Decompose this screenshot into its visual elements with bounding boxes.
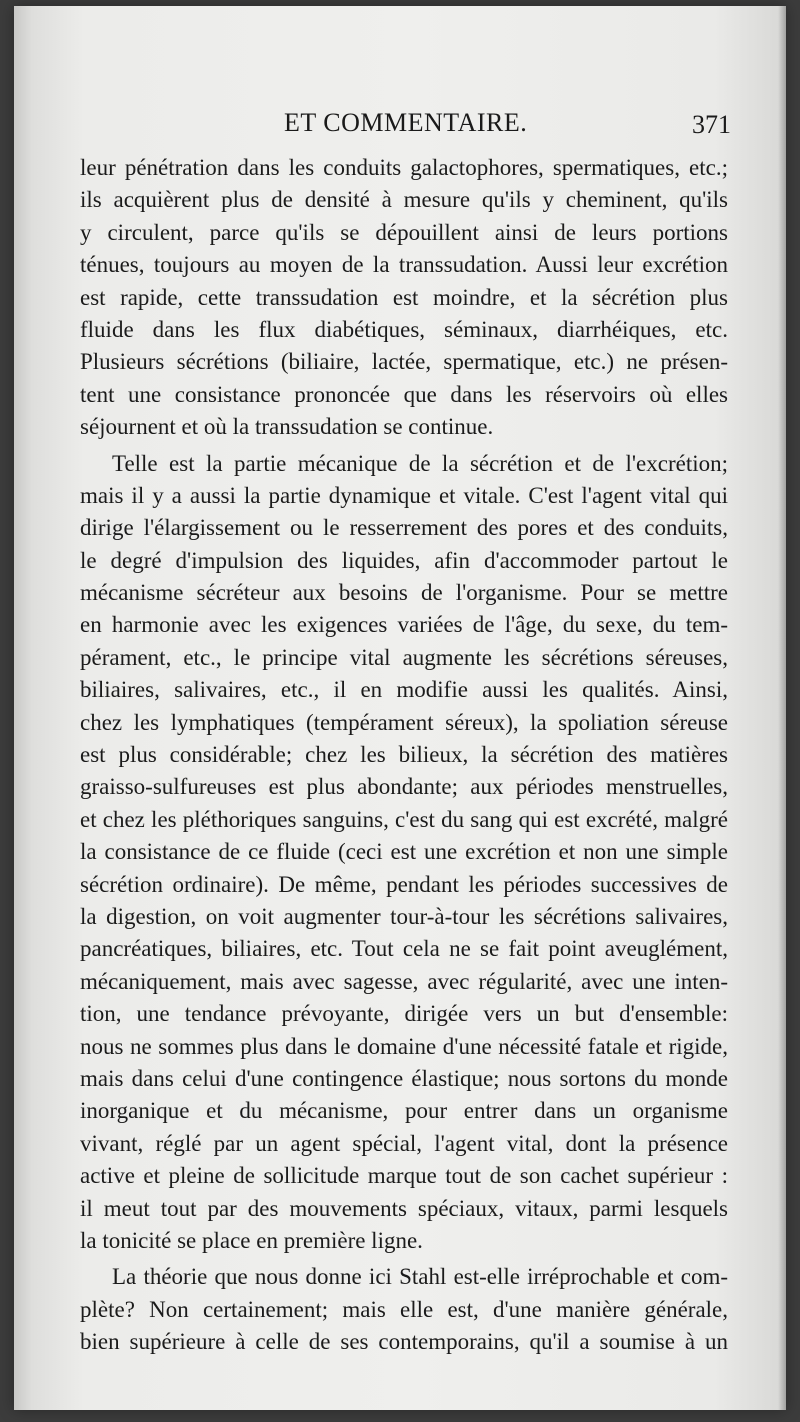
text-line: graisso-sulfureuses est plus abondante; aux périodes menstruelles, <box>80 774 728 800</box>
text-line: la consistance de ce fluide (ceci est une excrétion et non une simple <box>80 839 728 865</box>
text-line: Plusieurs sécrétions (biliaire, lactée, spermatique, etc.) ne présen- <box>80 349 728 375</box>
text-line: y circulent, parce qu'ils se dépouillent ainsi de leurs portions <box>80 219 728 245</box>
text-line: il meut tout par des mouvements spéciaux, vitaux, parmi lesquels <box>80 1195 728 1221</box>
text-line: mécanisme sécréteur aux besoins de l'organisme. Pour se mettre <box>80 580 728 606</box>
text-line: nous ne sommes plus dans le domaine d'une nécessité fatale et rigide, <box>80 1033 728 1059</box>
paragraph <box>80 1261 728 1358</box>
text-line: séjournent et où la transsudation se continue. <box>80 414 494 440</box>
book-page <box>14 6 786 1410</box>
text-line: est plus considérable; chez les bilieux, la sécrétion des matières <box>80 742 728 768</box>
text-line: en harmonie avec les exigences variées de l'âge, du sexe, du tem- <box>80 612 728 638</box>
text-line: pancréatiques, biliaires, etc. Tout cela ne se fait point aveuglément, <box>80 936 728 962</box>
text-line: tion, une tendance prévoyante, dirigée vers un but d'ensemble: <box>80 1001 728 1027</box>
text-line: pérament, etc., le principe vital augmente les sécrétions séreuses, <box>80 644 728 670</box>
text-line: mécaniquement, mais avec sagesse, avec régularité, avec une inten- <box>80 968 728 994</box>
page-number: 371 <box>692 110 731 139</box>
text-line: active et pleine de sollicitude marque tout de son cachet supérieur : <box>80 1163 728 1189</box>
text-line: et chez les pléthoriques sanguins, c'est du sang qui est excrété, malgré <box>80 806 728 832</box>
text-line: chez les lymphatiques (tempérament séreux), la spoliation séreuse <box>80 709 728 735</box>
text-line: La théorie que nous donne ici Stahl est-elle irréprochable et com- <box>112 1264 728 1290</box>
paragraph <box>80 448 728 1258</box>
page-header <box>14 102 786 146</box>
text-line: mais dans celui d'une contingence élastique; nous sortons du monde <box>80 1065 728 1091</box>
text-line: Telle est la partie mécanique de la sécrétion et de l'excrétion; <box>112 450 728 476</box>
text-line: ténues, toujours au moyen de la transsudation. Aussi leur excrétion <box>80 252 728 278</box>
text-line: biliaires, salivaires, etc., il en modifie aussi les qualités. Ainsi, <box>80 677 728 703</box>
page-edge-shadow <box>778 6 786 1410</box>
text-line: vivant, réglé par un agent spécial, l'agent vital, dont la présence <box>80 1130 728 1156</box>
text-line: tent une consistance prononcée que dans les réservoirs où elles <box>80 381 728 407</box>
running-head: ET COMMENTAIRE. <box>284 108 528 137</box>
text-line: dirige l'élargissement ou le resserrement des pores et des conduits, <box>80 515 728 541</box>
text-line: fluide dans les flux diabétiques, séminaux, diarrhéiques, etc. <box>80 316 728 342</box>
text-line: plète? Non certainement; mais elle est, d'une manière générale, <box>80 1296 728 1322</box>
paragraph <box>80 152 728 444</box>
text-line: leur pénétration dans les conduits galactophores, spermatiques, etc.; <box>80 155 728 180</box>
text-line: mais il y a aussi la partie dynamique et vitale. C'est l'agent vital qui <box>80 482 728 508</box>
text-line: bien supérieure à celle de ses contemporains, qu'il a soumise à un <box>80 1329 728 1355</box>
text-line: ils acquièrent plus de densité à mesure qu'ils y cheminent, qu'ils <box>80 187 728 213</box>
text-line: la digestion, on voit augmenter tour-à-tour les sécrétions salivaires, <box>80 903 728 929</box>
text-line: inorganique et du mécanisme, pour entrer dans un organisme <box>80 1098 728 1124</box>
text-line: sécrétion ordinaire). De même, pendant les périodes successives de <box>80 871 728 897</box>
text-line: le degré d'impulsion des liquides, afin d'accommoder partout le <box>80 547 728 573</box>
text-line: est rapide, cette transsudation est moindre, et la sécrétion plus <box>80 284 728 310</box>
text-line: la tonicité se place en première ligne. <box>80 1227 423 1253</box>
body-text <box>80 152 728 1358</box>
